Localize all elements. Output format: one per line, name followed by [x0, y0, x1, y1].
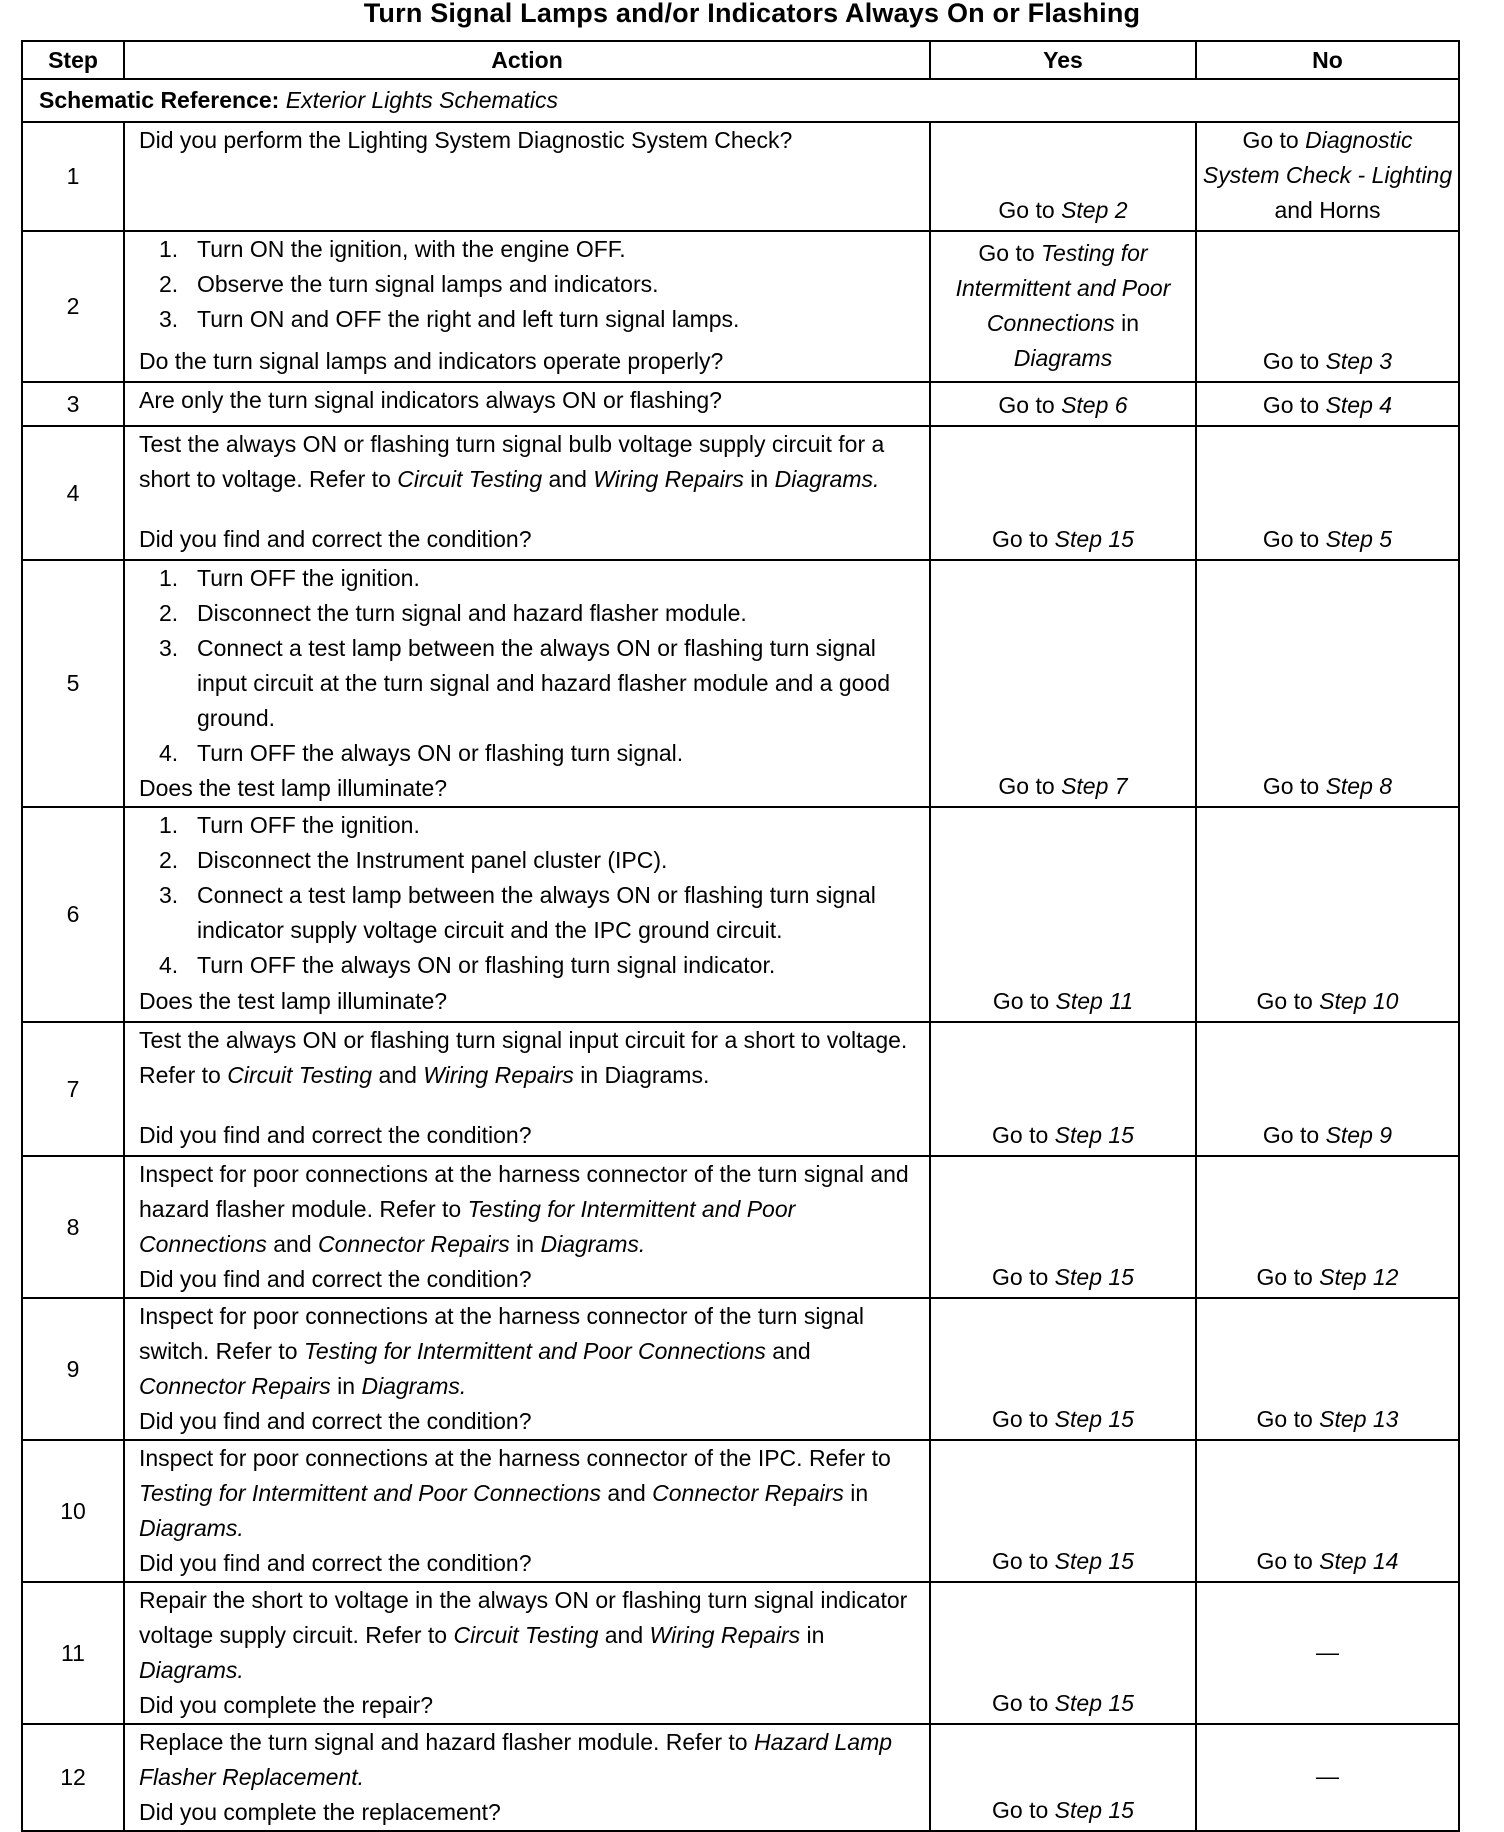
schematic-link[interactable]: Exterior Lights Schematics [285, 87, 559, 113]
action-content [139, 808, 917, 1019]
reference-link[interactable]: Step 10 [1319, 988, 1399, 1014]
reference-link[interactable]: Connector Repairs [652, 1480, 844, 1506]
yes-cell: Go to Step 15 [930, 426, 1196, 560]
step-number: 5 [22, 560, 124, 807]
action-steps-list [139, 561, 917, 771]
page-title: Turn Signal Lamps and/or Indicators Always On or Flashing [363, 0, 1141, 28]
action-step [139, 736, 917, 771]
reference-link[interactable]: Connector Repairs [139, 1373, 331, 1399]
action-content [139, 383, 917, 423]
action-question: Did you find and correct the condition? [139, 526, 532, 552]
action-step-number: 2. [159, 847, 179, 873]
reference-link[interactable]: Diagrams. [139, 1515, 244, 1541]
action-question: Did you find and correct the condition? [139, 1550, 532, 1576]
action-text: Repair the short to voltage in the always ON or flashing turn signal indicator voltage supply circuit. Refer to Circuit Testing and Wiring Repairs in Diagrams. [139, 1587, 908, 1683]
action-step-number: 3. [159, 635, 179, 661]
no-cell: — [1196, 1724, 1459, 1831]
diagnostic-table [21, 40, 1460, 1832]
action-question: Did you find and correct the condition? [139, 1408, 532, 1434]
action-step [139, 596, 917, 631]
action-content [139, 1157, 917, 1297]
reference-link[interactable]: Wiring Repairs [423, 1062, 574, 1088]
action-question: Did you complete the repair? [139, 1692, 434, 1718]
action-text: Replace the turn signal and hazard flasher module. Refer to Hazard Lamp Flasher Replacement. [139, 1729, 893, 1790]
step-number: 11 [22, 1582, 124, 1724]
action-step-text: Connect a test lamp between the always ON or flashing turn signal indicator supply voltage circuit and the IPC ground circuit. [197, 882, 876, 943]
step-number: 4 [22, 426, 124, 560]
action-cell [124, 1724, 930, 1831]
action-step-text: Turn OFF the ignition. [197, 812, 420, 838]
action-step-number: 4. [159, 740, 179, 766]
action-step-number: 1. [159, 565, 179, 591]
reference-link[interactable]: Step 15 [1054, 1406, 1134, 1432]
action-cell [124, 382, 930, 426]
action-step-number: 1. [159, 812, 179, 838]
action-text: Are only the turn signal indicators always ON or flashing? [139, 387, 722, 413]
reference-link[interactable]: Step 12 [1319, 1264, 1399, 1290]
no-cell: Go to Step 5 [1196, 426, 1459, 560]
action-question: Does the test lamp illuminate? [139, 775, 448, 801]
action-question: Do the turn signal lamps and indicators operate properly? [139, 348, 724, 374]
yes-cell: Go to Step 15 [930, 1022, 1196, 1156]
action-cell [124, 426, 930, 560]
action-content [139, 427, 917, 557]
no-cell: Go to Step 9 [1196, 1022, 1459, 1156]
yes-cell: Go to Step 2 [930, 122, 1196, 231]
action-step-text: Turn OFF the ignition. [197, 565, 420, 591]
action-step [139, 302, 917, 337]
reference-link[interactable]: Step 2 [1061, 197, 1128, 223]
action-question: Did you complete the replacement? [139, 1799, 501, 1825]
yes-cell: Go to Step 11 [930, 807, 1196, 1022]
step-number: 7 [22, 1022, 124, 1156]
step-number: 10 [22, 1440, 124, 1582]
reference-link[interactable]: Step 3 [1325, 348, 1393, 374]
action-cell [124, 1582, 930, 1724]
reference-link[interactable]: Step 4 [1325, 392, 1393, 418]
reference-link[interactable]: Connector Repairs [318, 1231, 510, 1257]
action-step [139, 631, 917, 736]
reference-link[interactable]: Testing for Intermittent and Poor Connections [139, 1196, 796, 1257]
action-step-text: Connect a test lamp between the always ON or flashing turn signal input circuit at the turn signal and hazard flasher module and a good ground. [197, 635, 890, 731]
action-step-number: 4. [159, 952, 179, 978]
action-cell [124, 231, 930, 382]
action-steps-list [139, 808, 917, 983]
action-step-number: 3. [159, 306, 179, 332]
reference-link[interactable]: Diagrams. [540, 1231, 646, 1257]
table-row [22, 1022, 1459, 1156]
reference-link[interactable]: Step 11 [1055, 988, 1134, 1014]
action-step-text: Disconnect the turn signal and hazard flasher module. [197, 600, 747, 626]
reference-link[interactable]: Step 14 [1319, 1548, 1399, 1574]
yes-cell: Go to Step 7 [930, 560, 1196, 807]
reference-link[interactable]: Hazard Lamp Flasher Replacement. [139, 1729, 893, 1790]
reference-link[interactable]: Diagrams. [774, 466, 880, 492]
header-no: No [1196, 41, 1459, 79]
table-row [22, 560, 1459, 807]
no-cell: Go to Step 4 [1196, 382, 1459, 426]
reference-link[interactable]: Step 9 [1325, 1122, 1393, 1148]
no-cell: — [1196, 1582, 1459, 1724]
action-question: Does the test lamp illuminate? [139, 988, 448, 1014]
table-row [22, 1440, 1459, 1582]
header-step: Step [22, 41, 124, 79]
action-cell [124, 1156, 930, 1298]
reference-link[interactable]: Step 6 [1061, 392, 1128, 418]
action-text: Inspect for poor connections at the harness connector of the IPC. Refer to Testing for Intermittent and Poor Connections and Connector Repairs in Diagrams. [139, 1445, 891, 1541]
header-action: Action [124, 41, 930, 79]
table-row [22, 1724, 1459, 1831]
action-step-number: 2. [159, 271, 179, 297]
action-cell [124, 1022, 930, 1156]
action-question: Did you find and correct the condition? [139, 1266, 532, 1292]
reference-link[interactable]: Step 8 [1325, 773, 1393, 799]
reference-link[interactable]: Step 5 [1325, 526, 1393, 552]
reference-link[interactable]: Diagrams [1013, 344, 1113, 371]
action-step-text: Disconnect the Instrument panel cluster (IPC). [197, 847, 668, 873]
action-step-number: 2. [159, 600, 179, 626]
reference-link[interactable]: Diagrams. [361, 1373, 467, 1399]
yes-cell: Go to Step 6 [930, 382, 1196, 426]
action-text: Test the always ON or flashing turn signal input circuit for a short to voltage. Refer to Circuit Testing and Wiring Repairs in Diagrams. [139, 1027, 908, 1088]
header-row [22, 41, 1459, 79]
reference-link[interactable]: Step 13 [1319, 1406, 1399, 1432]
step-number: 6 [22, 807, 124, 1022]
table-row [22, 122, 1459, 231]
action-step-text: Turn ON the ignition, with the engine OFF. [197, 236, 626, 262]
table-row [22, 807, 1459, 1022]
table-row [22, 1156, 1459, 1298]
action-content [139, 123, 917, 217]
action-text: Test the always ON or flashing turn signal bulb voltage supply circuit for a short to voltage. Refer to Circuit Testing and Wiring Repairs in Diagrams. [139, 431, 885, 492]
table-row [22, 382, 1459, 426]
reference-link[interactable]: Step 15 [1054, 1548, 1134, 1574]
action-cell [124, 807, 930, 1022]
action-step-text: Turn ON and OFF the right and left turn signal lamps. [197, 306, 740, 332]
action-step [139, 843, 917, 878]
no-cell: Go to Step 14 [1196, 1440, 1459, 1582]
reference-link[interactable]: Diagrams. [139, 1657, 244, 1683]
reference-link[interactable]: Step 7 [1061, 773, 1128, 799]
action-step-text: Turn OFF the always ON or flashing turn signal. [197, 740, 684, 766]
action-steps-list [139, 232, 917, 337]
yes-cell: Go to Step 15 [930, 1298, 1196, 1440]
action-step [139, 267, 917, 302]
yes-cell: Go to Step 15 [930, 1582, 1196, 1724]
action-cell [124, 1440, 930, 1582]
action-step [139, 948, 917, 983]
action-cell [124, 122, 930, 231]
reference-link[interactable]: Testing for Intermittent and Poor Connections [139, 1480, 601, 1506]
action-step-number: 3. [159, 882, 179, 908]
reference-link[interactable]: Step 15 [1054, 526, 1134, 552]
step-number: 2 [22, 231, 124, 382]
action-cell [124, 1298, 930, 1440]
reference-link[interactable]: Circuit Testing [453, 1622, 599, 1648]
yes-cell: Go to Testing for Intermittent and Poor Connections in Diagrams [930, 231, 1196, 382]
action-content [139, 232, 917, 379]
reference-link[interactable]: Wiring Repairs [593, 466, 744, 492]
action-text: Inspect for poor connections at the harness connector of the turn signal and hazard flasher module. Refer to Testing for Intermittent and Poor Connections and Connector Repairs in Diagrams. [139, 1161, 909, 1257]
action-question: Did you find and correct the condition? [139, 1122, 532, 1148]
action-content [139, 1725, 917, 1830]
schematic-label: Schematic Reference: [39, 87, 280, 113]
step-number: 9 [22, 1298, 124, 1440]
yes-cell: Go to Step 15 [930, 1440, 1196, 1582]
table-row [22, 426, 1459, 560]
no-cell: Go to Step 10 [1196, 807, 1459, 1022]
no-cell: Go to Step 8 [1196, 560, 1459, 807]
reference-link[interactable]: Wiring Repairs [649, 1622, 801, 1648]
yes-cell: Go to Step 15 [930, 1156, 1196, 1298]
action-content [139, 1023, 917, 1153]
no-cell: Go to Diagnostic System Check - Lighting and Horns [1196, 122, 1459, 231]
no-cell: Go to Step 3 [1196, 231, 1459, 382]
action-content [139, 561, 917, 806]
no-cell: Go to Step 12 [1196, 1156, 1459, 1298]
action-content [139, 1583, 917, 1723]
action-step [139, 878, 917, 948]
step-number: 12 [22, 1724, 124, 1831]
action-step [139, 808, 917, 843]
action-content [139, 1441, 917, 1581]
schematic-reference [22, 79, 1459, 122]
schematic-reference-row [22, 79, 1459, 122]
table-row [22, 231, 1459, 382]
reference-link[interactable]: Diagnostic System Check - Lighting [1202, 127, 1453, 188]
reference-link[interactable]: Step 15 [1054, 1264, 1134, 1290]
table-row [22, 1298, 1459, 1440]
action-text: Did you perform the Lighting System Diagnostic System Check? [139, 127, 793, 153]
yes-cell: Go to Step 15 [930, 1724, 1196, 1831]
action-cell [124, 560, 930, 807]
action-step [139, 232, 917, 267]
step-number: 8 [22, 1156, 124, 1298]
header-yes: Yes [930, 41, 1196, 79]
reference-link[interactable]: Testing for Intermittent and Poor Connections [955, 239, 1171, 336]
action-step-text: Observe the turn signal lamps and indicators. [197, 271, 659, 297]
reference-link[interactable]: Step 15 [1054, 1122, 1134, 1148]
step-number: 3 [22, 382, 124, 426]
step-number: 1 [22, 122, 124, 231]
action-step-number: 1. [159, 236, 179, 262]
action-text: Inspect for poor connections at the harness connector of the turn signal switch. Refer to Testing for Intermittent and Poor Connections and Connector Repairs in Diagrams. [139, 1303, 864, 1399]
action-content [139, 1299, 917, 1439]
reference-link[interactable]: Step 15 [1054, 1797, 1134, 1823]
reference-link[interactable]: Circuit Testing [397, 466, 543, 492]
action-step [139, 561, 917, 596]
table-row [22, 1582, 1459, 1724]
reference-link[interactable]: Step 15 [1054, 1690, 1134, 1716]
no-cell: Go to Step 13 [1196, 1298, 1459, 1440]
reference-link[interactable]: Testing for Intermittent and Poor Connections [303, 1338, 766, 1364]
reference-link[interactable]: Circuit Testing [227, 1062, 373, 1088]
action-step-text: Turn OFF the always ON or flashing turn signal indicator. [197, 952, 776, 978]
